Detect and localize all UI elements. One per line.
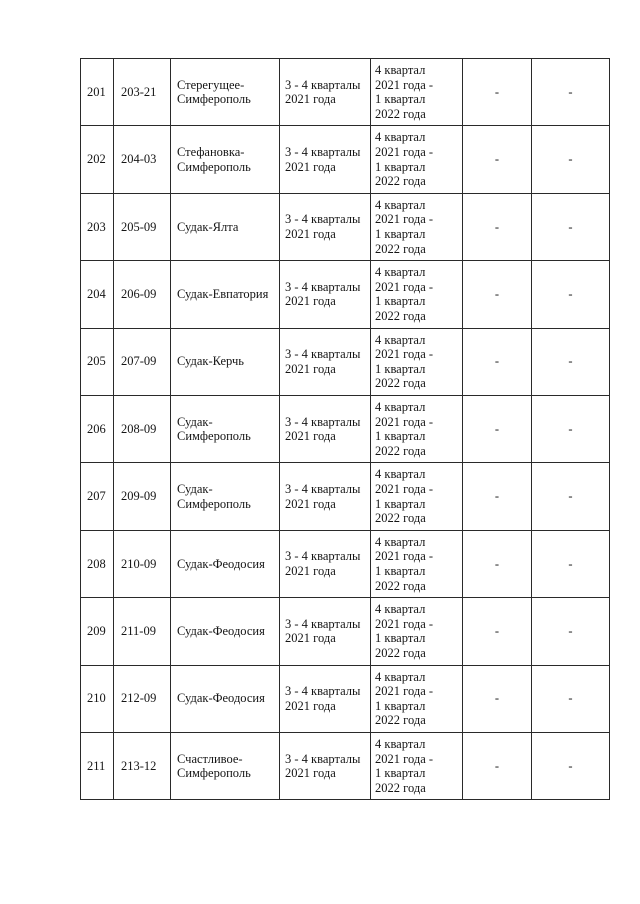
- dash-cell: -: [532, 193, 610, 260]
- dash-cell: -: [463, 395, 532, 462]
- row-number-cell: 207: [81, 463, 114, 530]
- term-cell: 4 квартал 2021 года - 1 квартал 2022 года: [371, 598, 463, 665]
- row-number-cell: 201: [81, 59, 114, 126]
- routes-table: [80, 58, 610, 800]
- route-name-cell: Стефановка- Симферополь: [171, 126, 280, 193]
- term-cell: 4 квартал 2021 года - 1 квартал 2022 года: [371, 665, 463, 732]
- term-cell: 4 квартал 2021 года - 1 квартал 2022 года: [371, 261, 463, 328]
- table-row: [81, 732, 610, 799]
- route-name-cell: Судак-Евпатория: [171, 261, 280, 328]
- table-row: [81, 126, 610, 193]
- period-cell: 3 - 4 кварталы 2021 года: [280, 193, 371, 260]
- dash-cell: -: [532, 665, 610, 732]
- dash-cell: -: [463, 665, 532, 732]
- term-cell: 4 квартал 2021 года - 1 квартал 2022 года: [371, 59, 463, 126]
- route-name-cell: Судак-Феодосия: [171, 598, 280, 665]
- term-cell: 4 квартал 2021 года - 1 квартал 2022 года: [371, 732, 463, 799]
- period-cell: 3 - 4 кварталы 2021 года: [280, 598, 371, 665]
- route-name-cell: Судак-Ялта: [171, 193, 280, 260]
- table-row: [81, 328, 610, 395]
- table-row: [81, 59, 610, 126]
- row-number-cell: 210: [81, 665, 114, 732]
- period-cell: 3 - 4 кварталы 2021 года: [280, 59, 371, 126]
- period-cell: 3 - 4 кварталы 2021 года: [280, 732, 371, 799]
- route-code-cell: 213-12: [114, 732, 171, 799]
- period-cell: 3 - 4 кварталы 2021 года: [280, 530, 371, 597]
- term-cell: 4 квартал 2021 года - 1 квартал 2022 года: [371, 126, 463, 193]
- table-row: [81, 530, 610, 597]
- dash-cell: -: [463, 732, 532, 799]
- route-code-cell: 207-09: [114, 328, 171, 395]
- route-name-cell: Стерегущее- Симферополь: [171, 59, 280, 126]
- dash-cell: -: [463, 328, 532, 395]
- route-name-cell: Судак- Симферополь: [171, 463, 280, 530]
- dash-cell: -: [463, 463, 532, 530]
- row-number-cell: 202: [81, 126, 114, 193]
- dash-cell: -: [463, 59, 532, 126]
- route-code-cell: 211-09: [114, 598, 171, 665]
- term-cell: 4 квартал 2021 года - 1 квартал 2022 года: [371, 328, 463, 395]
- table-row: [81, 665, 610, 732]
- term-cell: 4 квартал 2021 года - 1 квартал 2022 года: [371, 395, 463, 462]
- route-code-cell: 212-09: [114, 665, 171, 732]
- table-row: [81, 463, 610, 530]
- route-code-cell: 209-09: [114, 463, 171, 530]
- dash-cell: -: [532, 732, 610, 799]
- dash-cell: -: [463, 530, 532, 597]
- route-name-cell: Судак-Феодосия: [171, 530, 280, 597]
- table-row: [81, 261, 610, 328]
- row-number-cell: 203: [81, 193, 114, 260]
- route-name-cell: Судак-Феодосия: [171, 665, 280, 732]
- period-cell: 3 - 4 кварталы 2021 года: [280, 328, 371, 395]
- dash-cell: -: [532, 328, 610, 395]
- row-number-cell: 208: [81, 530, 114, 597]
- route-code-cell: 208-09: [114, 395, 171, 462]
- dash-cell: -: [463, 126, 532, 193]
- dash-cell: -: [532, 530, 610, 597]
- row-number-cell: 205: [81, 328, 114, 395]
- dash-cell: -: [463, 598, 532, 665]
- table-row: [81, 395, 610, 462]
- period-cell: 3 - 4 кварталы 2021 года: [280, 463, 371, 530]
- period-cell: 3 - 4 кварталы 2021 года: [280, 261, 371, 328]
- route-code-cell: 204-03: [114, 126, 171, 193]
- period-cell: 3 - 4 кварталы 2021 года: [280, 126, 371, 193]
- dash-cell: -: [463, 193, 532, 260]
- period-cell: 3 - 4 кварталы 2021 года: [280, 395, 371, 462]
- route-name-cell: Судак- Симферополь: [171, 395, 280, 462]
- term-cell: 4 квартал 2021 года - 1 квартал 2022 года: [371, 193, 463, 260]
- route-code-cell: 206-09: [114, 261, 171, 328]
- table-row: [81, 193, 610, 260]
- route-code-cell: 205-09: [114, 193, 171, 260]
- dash-cell: -: [532, 59, 610, 126]
- term-cell: 4 квартал 2021 года - 1 квартал 2022 года: [371, 463, 463, 530]
- row-number-cell: 206: [81, 395, 114, 462]
- dash-cell: -: [532, 463, 610, 530]
- route-name-cell: Судак-Керчь: [171, 328, 280, 395]
- row-number-cell: 204: [81, 261, 114, 328]
- route-code-cell: 210-09: [114, 530, 171, 597]
- row-number-cell: 209: [81, 598, 114, 665]
- route-code-cell: 203-21: [114, 59, 171, 126]
- dash-cell: -: [532, 395, 610, 462]
- dash-cell: -: [532, 598, 610, 665]
- term-cell: 4 квартал 2021 года - 1 квартал 2022 года: [371, 530, 463, 597]
- dash-cell: -: [532, 261, 610, 328]
- table-row: [81, 598, 610, 665]
- dash-cell: -: [532, 126, 610, 193]
- row-number-cell: 211: [81, 732, 114, 799]
- period-cell: 3 - 4 кварталы 2021 года: [280, 665, 371, 732]
- route-name-cell: Счастливое- Симферополь: [171, 732, 280, 799]
- dash-cell: -: [463, 261, 532, 328]
- table-body: [81, 59, 610, 800]
